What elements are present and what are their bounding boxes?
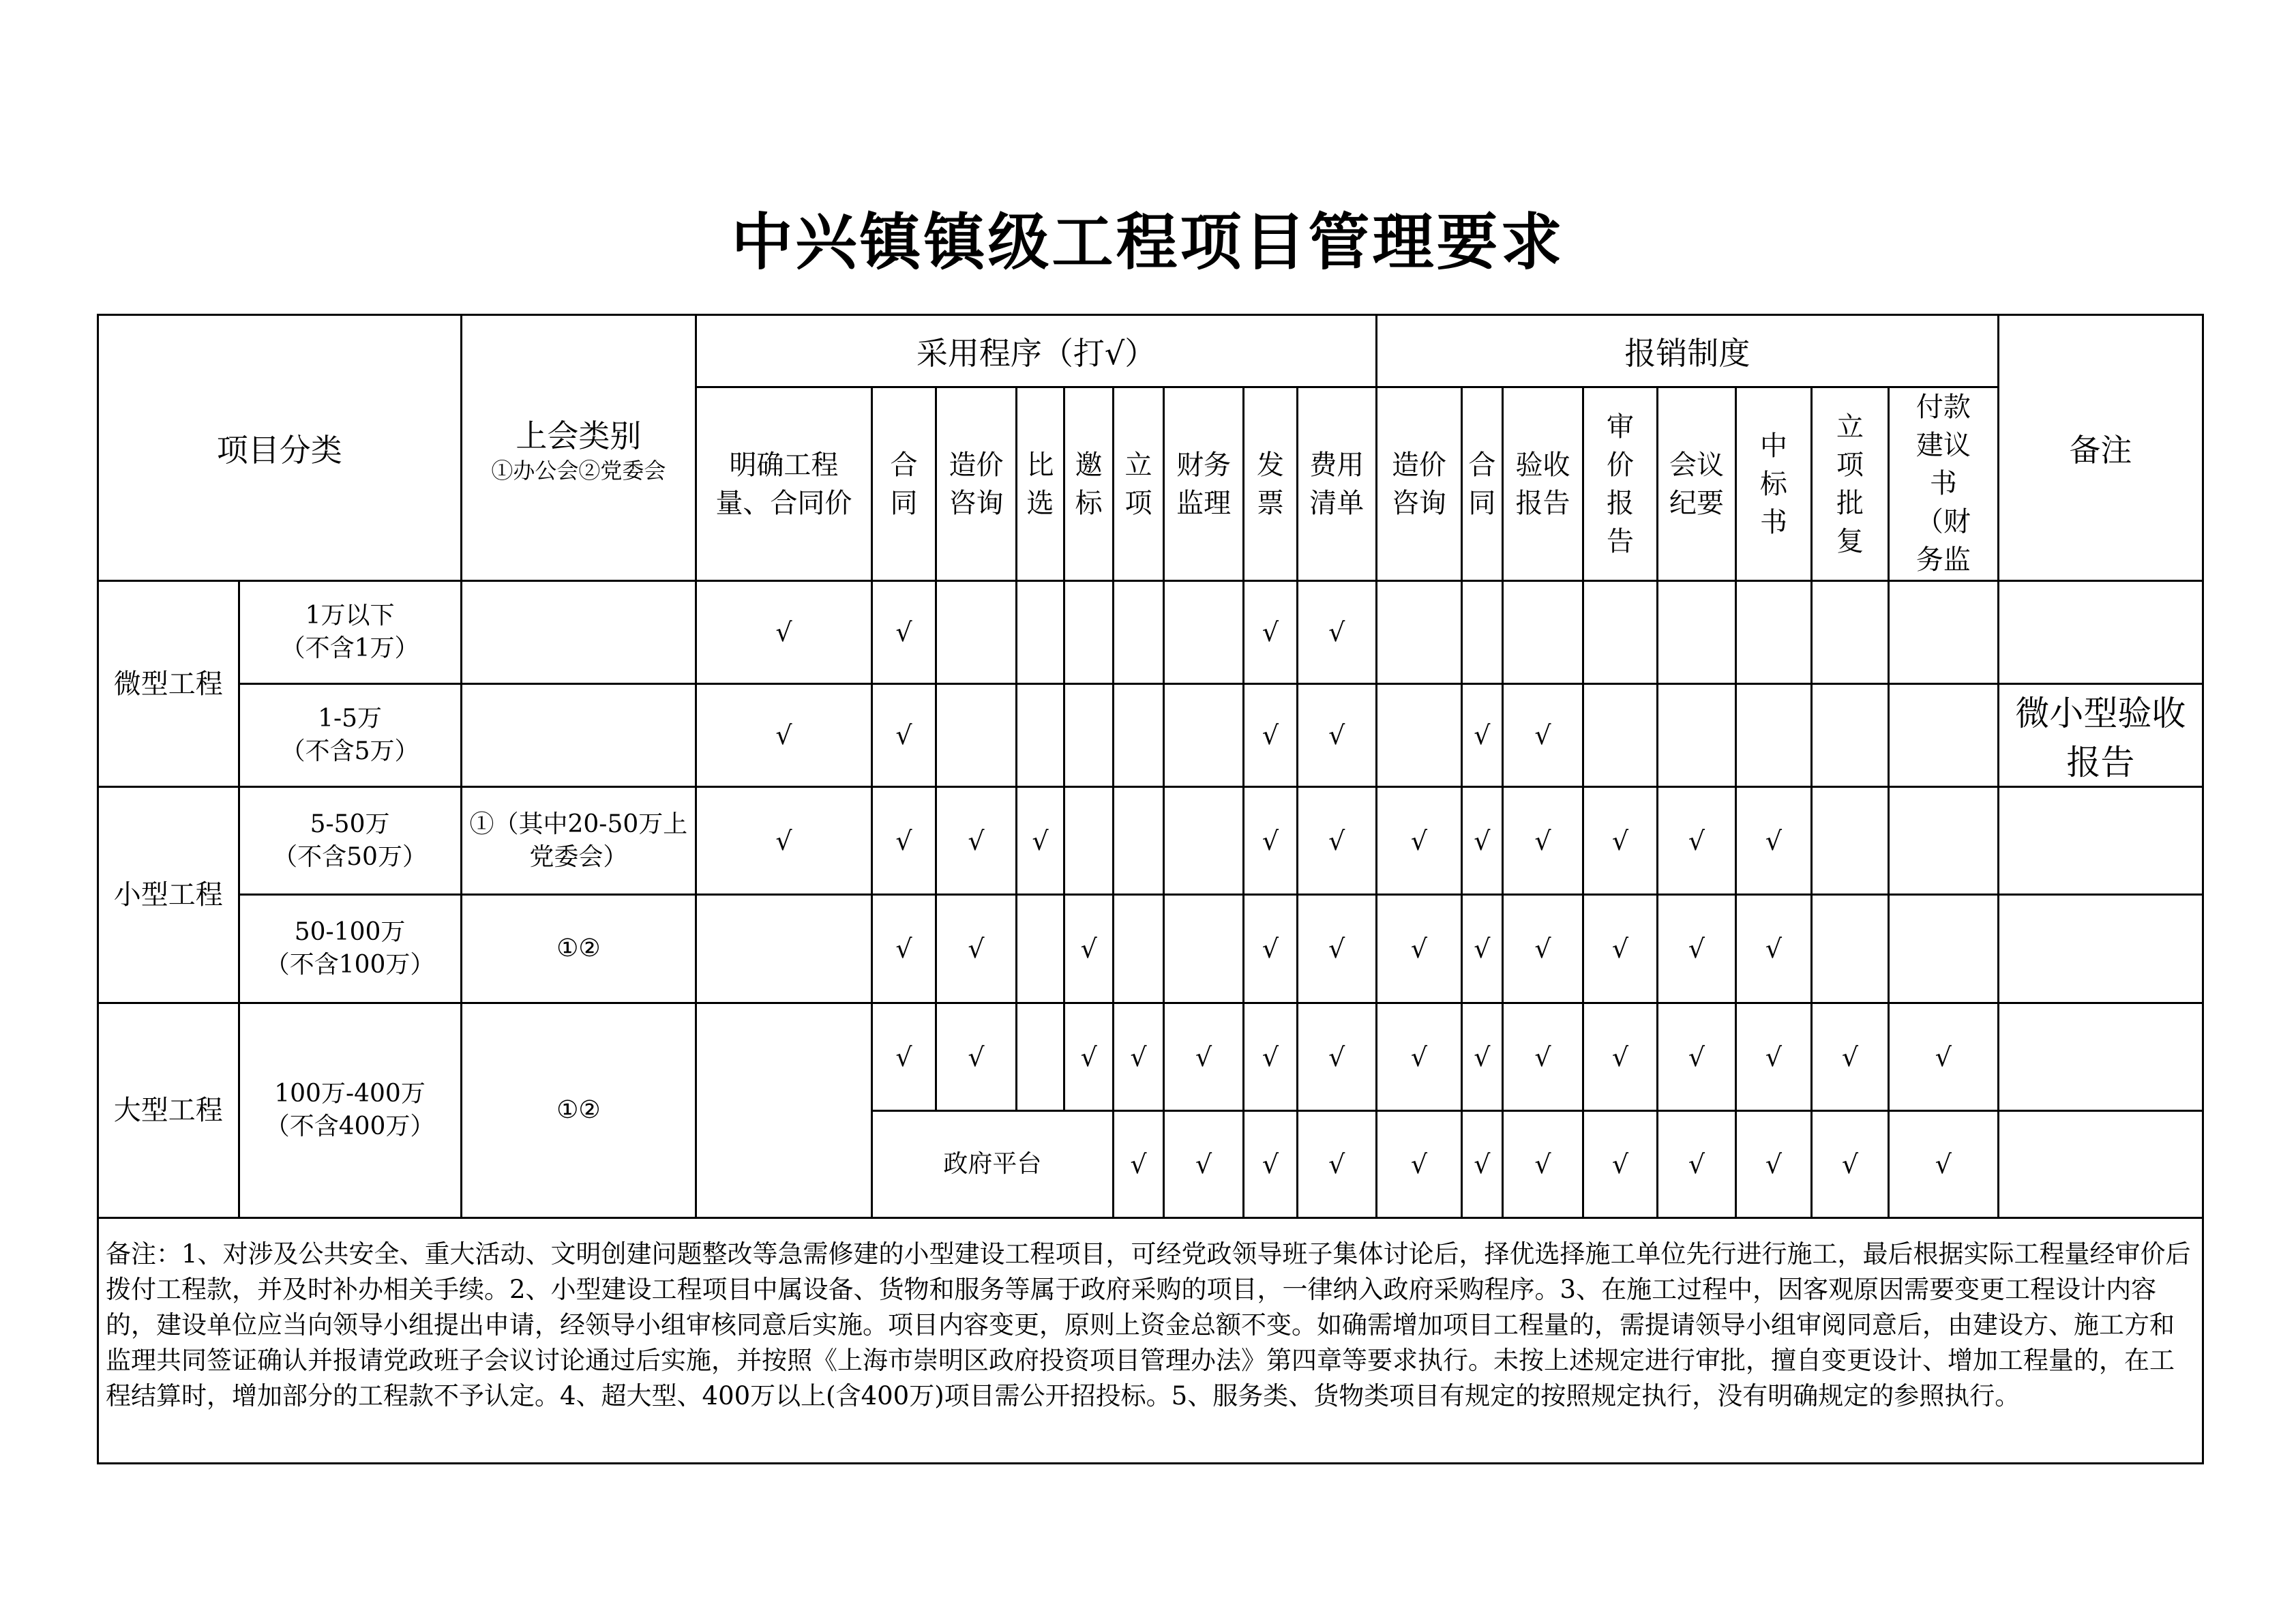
check-cell: √ — [1502, 895, 1583, 1003]
header-reimburse-group: 报销制度 — [1376, 315, 1998, 387]
check-cell — [1114, 684, 1164, 787]
check-cell — [1811, 787, 1888, 895]
platform-cell: 政府平台 — [871, 1111, 1113, 1218]
check-cell: √ — [1016, 787, 1064, 895]
check-cell: √ — [1583, 895, 1658, 1003]
range-value: 50-100万 — [294, 918, 406, 946]
col-header-approval-reply: 立项批复 — [1811, 387, 1888, 581]
check-cell — [1888, 684, 1998, 787]
check-cell — [1657, 684, 1735, 787]
check-cell — [1376, 684, 1461, 787]
check-cell: √ — [1376, 1003, 1461, 1111]
range-cell — [239, 895, 461, 1003]
check-cell: √ — [1244, 895, 1297, 1003]
check-cell — [1461, 581, 1502, 684]
check-cell — [1888, 581, 1998, 684]
check-cell — [1811, 895, 1888, 1003]
check-cell: √ — [1736, 787, 1812, 895]
requirements-table — [97, 314, 2204, 1464]
check-cell: √ — [1502, 787, 1583, 895]
check-cell — [1583, 581, 1658, 684]
remark-cell — [1998, 895, 2203, 1003]
header-procedure-group: 采用程序（打√） — [696, 315, 1377, 387]
range-cell — [239, 684, 461, 787]
check-cell — [1114, 895, 1164, 1003]
check-cell: √ — [1461, 684, 1502, 787]
check-cell — [1064, 684, 1114, 787]
check-cell: √ — [1244, 1003, 1297, 1111]
check-cell: √ — [1502, 684, 1583, 787]
check-cell: √ — [936, 787, 1016, 895]
check-cell: √ — [1244, 787, 1297, 895]
group-small: 小型工程 — [98, 787, 239, 1003]
check-cell: √ — [1736, 1111, 1812, 1218]
check-cell — [1811, 684, 1888, 787]
check-cell: √ — [1657, 1111, 1735, 1218]
remark-cell — [1998, 787, 2203, 895]
check-cell: √ — [696, 787, 872, 895]
check-cell — [1016, 684, 1064, 787]
check-cell — [1016, 895, 1064, 1003]
meeting-type-label: 上会类别 — [516, 417, 642, 454]
range-note: （不含50万） — [273, 842, 427, 871]
check-cell: √ — [1502, 1003, 1583, 1111]
check-cell — [1376, 581, 1461, 684]
check-cell: √ — [696, 684, 872, 787]
check-cell: √ — [1583, 787, 1658, 895]
check-cell: √ — [1244, 581, 1297, 684]
check-cell: √ — [936, 895, 1016, 1003]
group-micro: 微型工程 — [98, 581, 239, 787]
meeting-cell — [461, 581, 696, 684]
check-cell — [936, 581, 1016, 684]
col-header-contract: 合同 — [871, 387, 936, 581]
check-cell — [1064, 787, 1114, 895]
range-cell — [239, 581, 461, 684]
meeting-cell: ①② — [461, 1003, 696, 1218]
check-cell: √ — [1461, 1003, 1502, 1111]
col-header-cost-consulting: 造价咨询 — [936, 387, 1016, 581]
header-remark: 备注 — [1998, 315, 2203, 581]
col-header-cost-consulting-2: 造价咨询 — [1376, 387, 1461, 581]
meeting-cell: ①② — [461, 895, 696, 1003]
header-category: 项目分类 — [98, 315, 462, 581]
check-cell: √ — [1583, 1003, 1658, 1111]
check-cell — [1888, 895, 1998, 1003]
check-cell: √ — [1114, 1111, 1164, 1218]
check-cell — [1016, 581, 1064, 684]
range-note: （不含1万） — [280, 634, 419, 662]
range-value: 100万-400万 — [274, 1080, 426, 1108]
check-cell — [696, 1003, 872, 1218]
check-cell: √ — [1736, 1003, 1812, 1111]
col-header-financial-supervision: 财务监理 — [1163, 387, 1243, 581]
check-cell: √ — [1657, 1003, 1735, 1111]
remark-cell — [1998, 1003, 2203, 1111]
col-header-expense-list: 费用清单 — [1297, 387, 1376, 581]
check-cell: √ — [871, 895, 936, 1003]
check-cell — [1163, 684, 1243, 787]
col-header-acceptance-report: 验收报告 — [1502, 387, 1583, 581]
meeting-cell: ①（其中20-50万上党委会） — [461, 787, 696, 895]
check-cell — [1502, 581, 1583, 684]
col-header-quantity-price: 明确工程量、合同价 — [696, 387, 872, 581]
check-cell — [1736, 581, 1812, 684]
col-header-payment-proposal: 付款建议书（财务监 — [1888, 387, 1998, 581]
col-header-invited-bid: 邀标 — [1064, 387, 1114, 581]
check-cell — [1163, 581, 1243, 684]
col-header-award-letter: 中标书 — [1736, 387, 1812, 581]
check-cell: √ — [871, 787, 936, 895]
check-cell: √ — [1811, 1111, 1888, 1218]
check-cell: √ — [1461, 787, 1502, 895]
check-cell: √ — [1657, 895, 1735, 1003]
check-cell: √ — [1376, 787, 1461, 895]
check-cell: √ — [1376, 1111, 1461, 1218]
meeting-cell — [461, 684, 696, 787]
check-cell — [1888, 787, 1998, 895]
check-cell — [696, 895, 872, 1003]
check-cell — [1163, 787, 1243, 895]
check-cell — [1811, 581, 1888, 684]
range-cell — [239, 1003, 461, 1218]
check-cell — [1064, 581, 1114, 684]
check-cell: √ — [696, 581, 872, 684]
meeting-type-sub: ①办公会②党委会 — [491, 457, 666, 484]
check-cell: √ — [1114, 1003, 1164, 1111]
check-cell: √ — [1297, 684, 1376, 787]
check-cell: √ — [1297, 895, 1376, 1003]
col-header-invoice: 发票 — [1244, 387, 1297, 581]
check-cell: √ — [1461, 1111, 1502, 1218]
range-cell — [239, 787, 461, 895]
check-cell — [1016, 1003, 1064, 1111]
check-cell: √ — [1163, 1003, 1243, 1111]
check-cell: √ — [1583, 1111, 1658, 1218]
remark-cell — [1998, 1111, 2203, 1218]
check-cell: √ — [1297, 1003, 1376, 1111]
check-cell: √ — [1657, 787, 1735, 895]
check-cell — [1163, 895, 1243, 1003]
footnote: 备注：1、对涉及公共安全、重大活动、文明创建问题整改等急需修建的小型建设工程项目，可经党政领导班子集体讨论后，择优选择施工单位先行进行施工，最后根据实际工程量经审价后拨付工程款，并及时补办相关手续。2、小型建设工程项目中属设备、货物和服务等属于政府采购的项目，一律纳入政府采购程序。3、在施工过程中，因客观原因需要变更工程设计内容的，建设单位应当向领导小组提出申请，经领导小组审核同意后实施。项目内容变更，原则上资金总额不变。如确需增加项目工程量的，需提请领导小组审阅同意后，由建设方、施工方和监理共同签证确认并报请党政班子会议讨论通过后实施，并按照《上海市崇明区政府投资项目管理办法》第四章等要求执行。未按上述规定进行审批，擅自变更设计、增加工程量的，在工程结算时，增加部分的工程款不予认定。4、超大型、400万以上(含400万)项目需公开招投标。5、服务类、货物类项目有规定的按照规定执行，没有明确规定的参照执行。 — [98, 1218, 2203, 1464]
col-header-contract-2: 合同 — [1461, 387, 1502, 581]
check-cell: √ — [1244, 1111, 1297, 1218]
check-cell: √ — [871, 684, 936, 787]
range-note: （不含400万） — [265, 1112, 435, 1140]
page-title: 中兴镇镇级工程项目管理要求 — [731, 207, 1565, 278]
check-cell — [936, 684, 1016, 787]
check-cell — [1114, 581, 1164, 684]
check-cell: √ — [1461, 895, 1502, 1003]
remark-cell — [1998, 581, 2203, 684]
check-cell: √ — [1163, 1111, 1243, 1218]
check-cell: √ — [1064, 895, 1114, 1003]
check-cell: √ — [1502, 1111, 1583, 1218]
check-cell — [1736, 684, 1812, 787]
range-value: 5-50万 — [310, 810, 390, 838]
check-cell: √ — [936, 1003, 1016, 1111]
check-cell: √ — [1888, 1003, 1998, 1111]
check-cell: √ — [1244, 684, 1297, 787]
group-large: 大型工程 — [98, 1003, 239, 1218]
col-header-meeting-minutes: 会议纪要 — [1657, 387, 1735, 581]
check-cell: √ — [1888, 1111, 1998, 1218]
check-cell — [1114, 787, 1164, 895]
check-cell: √ — [1297, 787, 1376, 895]
check-cell: √ — [1811, 1003, 1888, 1111]
col-header-audit-report: 审价报告 — [1583, 387, 1658, 581]
check-cell — [1657, 581, 1735, 684]
check-cell — [1583, 684, 1658, 787]
check-cell: √ — [1736, 895, 1812, 1003]
check-cell: √ — [1297, 581, 1376, 684]
range-value: 1-5万 — [318, 705, 383, 733]
check-cell: √ — [871, 581, 936, 684]
col-header-comparison: 比选 — [1016, 387, 1064, 581]
header-meeting-type — [461, 315, 696, 581]
check-cell: √ — [871, 1003, 936, 1111]
range-value: 1万以下 — [305, 602, 395, 630]
range-note: （不含5万） — [280, 737, 419, 765]
check-cell: √ — [1064, 1003, 1114, 1111]
range-note: （不含100万） — [265, 951, 435, 979]
col-header-project-approval: 立项 — [1114, 387, 1164, 581]
remark-cell: 微小型验收报告 — [1998, 684, 2203, 787]
check-cell: √ — [1297, 1111, 1376, 1218]
check-cell: √ — [1376, 895, 1461, 1003]
